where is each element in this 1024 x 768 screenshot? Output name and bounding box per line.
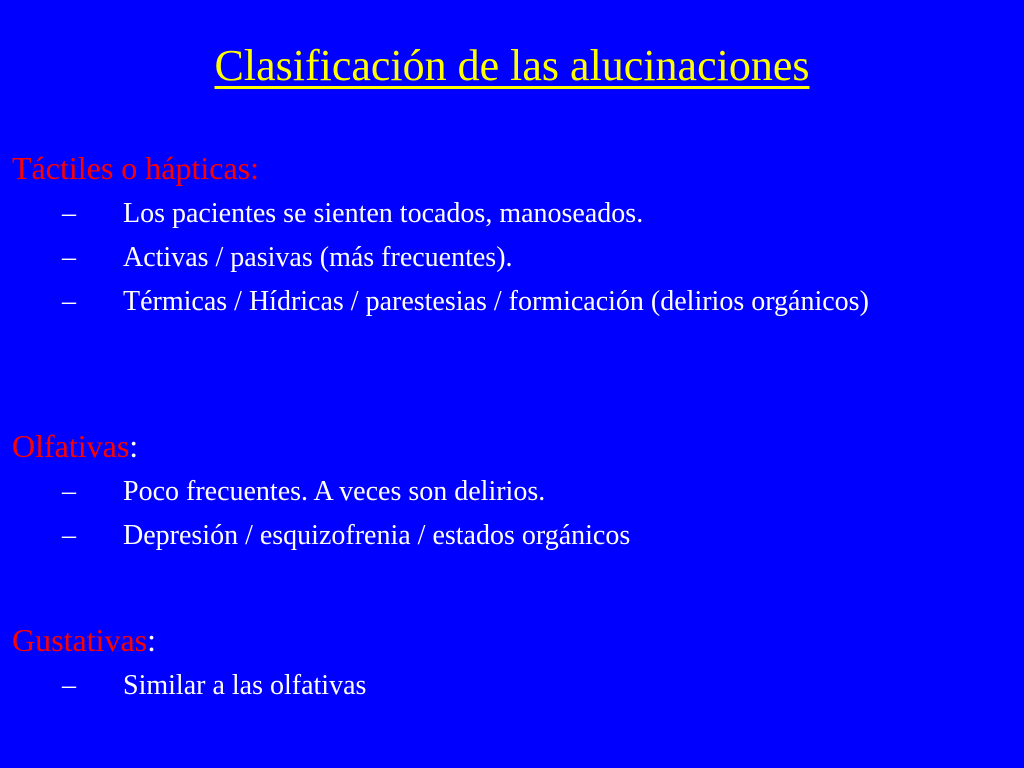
- section-gustativas: [12, 622, 992, 702]
- bullet-dash: –: [62, 242, 76, 273]
- section-heading-colon: :: [250, 150, 260, 186]
- bullet-list: [12, 198, 992, 318]
- list-item-text: Similar a las olfativas: [123, 670, 367, 701]
- slide-title: Clasificación de las alucinaciones: [214, 41, 810, 90]
- list-item: [12, 520, 992, 552]
- list-item: [12, 670, 992, 702]
- section-heading-text: Olfativas: [12, 428, 130, 464]
- section-olfativas: [12, 428, 992, 552]
- list-item-text: Térmicas / Hídricas / parestesias / formicación (delirios orgánicos): [123, 286, 869, 317]
- bullet-dash: –: [62, 520, 76, 551]
- list-item-text: Depresión / esquizofrenia / estados orgánicos: [123, 520, 631, 551]
- section-heading-colon: :: [147, 622, 156, 658]
- section-heading: [12, 428, 992, 464]
- list-item: [12, 198, 992, 230]
- bullet-dash: –: [62, 286, 76, 317]
- section-tactiles: [12, 150, 992, 318]
- list-item-text: Los pacientes se sienten tocados, manoseados.: [123, 198, 644, 229]
- section-heading: [12, 622, 992, 658]
- list-item: [12, 286, 992, 318]
- bullet-list: [12, 476, 992, 552]
- list-item: [12, 242, 992, 274]
- list-item-text: Poco frecuentes. A veces son delirios.: [123, 476, 546, 507]
- list-item: [12, 476, 992, 508]
- section-heading-text: Táctiles o hápticas: [12, 150, 251, 186]
- bullet-dash: –: [62, 476, 76, 507]
- list-item-text: Activas / pasivas (más frecuentes).: [123, 242, 513, 273]
- section-heading-colon: :: [129, 428, 139, 464]
- section-heading-text: Gustativas: [12, 622, 148, 658]
- bullet-dash: –: [62, 198, 76, 229]
- bullet-list: [12, 670, 992, 702]
- bullet-dash: –: [62, 670, 76, 701]
- section-heading: [12, 150, 992, 186]
